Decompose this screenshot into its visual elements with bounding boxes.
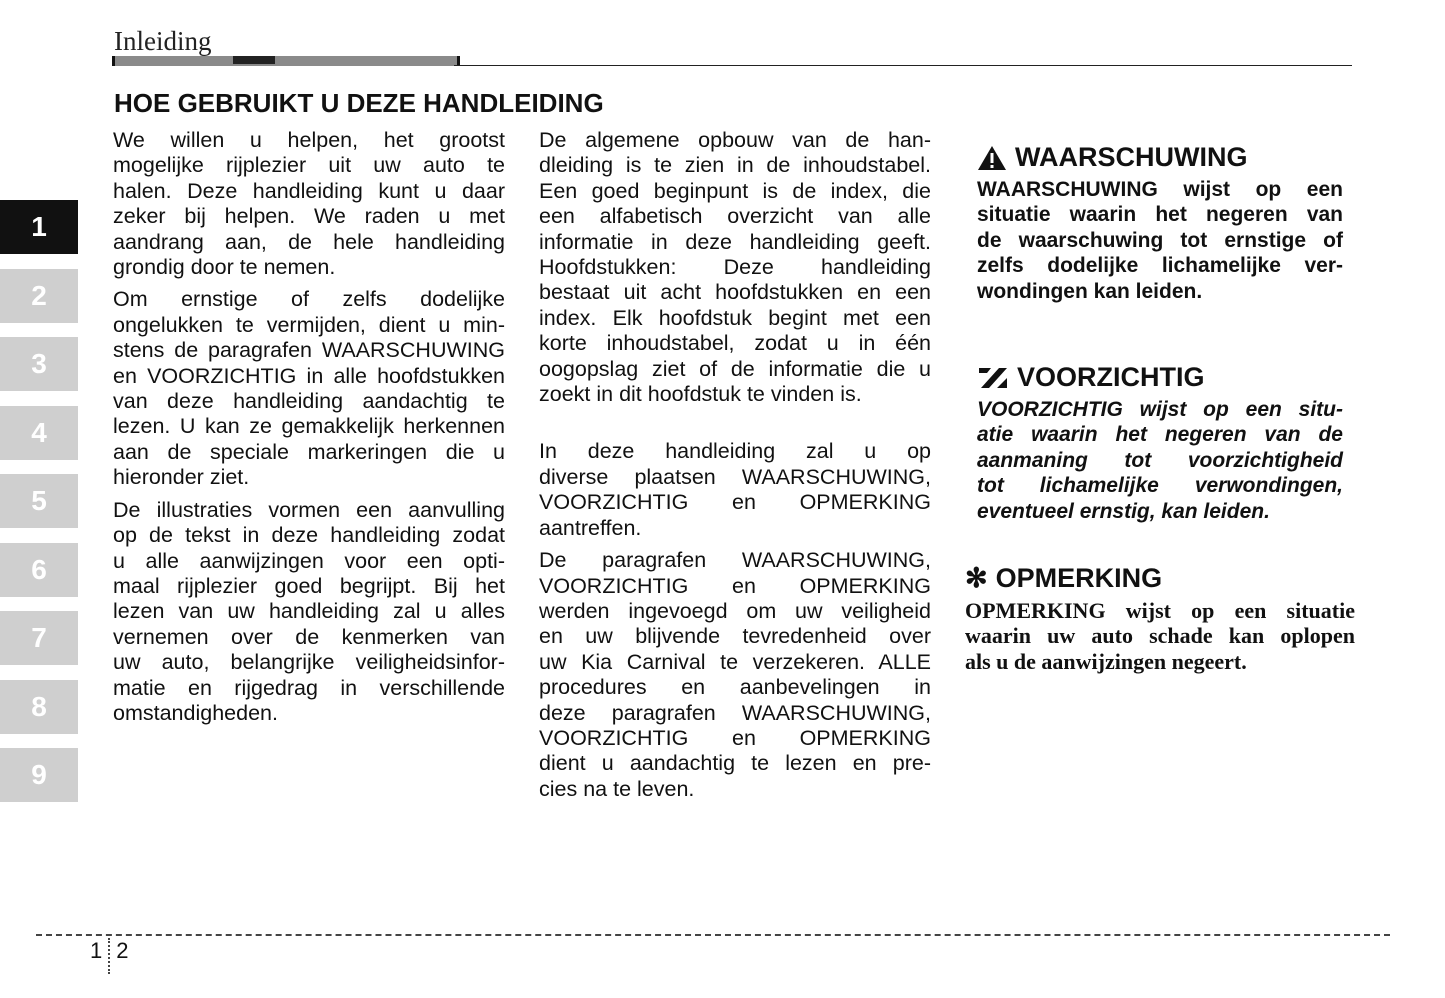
note-line: aanmaning tot voorzichtigheid: [977, 448, 1343, 472]
text-line: stens de paragrafen WAARSCHUWING: [113, 338, 505, 363]
text-line: cies na te leven.: [539, 776, 695, 801]
caution-icon: [977, 366, 1009, 390]
text-line: Een goed beginpunt is de index, die: [539, 178, 931, 203]
note-note: [965, 563, 1355, 674]
text-line: bestaat uit acht hoofdstukken en een: [539, 280, 931, 305]
text-line: hieronder ziet.: [113, 465, 250, 490]
chapter-tab-3[interactable]: 3: [0, 337, 78, 391]
text-line: aantreffen.: [539, 515, 642, 540]
text-line: halen. Deze handleiding kunt u daar: [113, 178, 505, 203]
paragraph: [113, 287, 505, 490]
paragraph: [113, 128, 505, 280]
note-line: WAARSCHUWING wijst op een: [977, 178, 1343, 201]
note-line: de waarschuwing tot ernstige of: [977, 228, 1343, 252]
text-line: VOORZICHTIG en OPMERKING: [539, 573, 931, 598]
text-line: u alle aanwijzingen voor een opti-: [113, 548, 505, 573]
text-line: op de tekst in deze handleiding zodat: [113, 523, 505, 548]
warning-triangle-icon: [977, 145, 1007, 171]
section-header: Inleiding: [114, 26, 212, 56]
note-line: atie waarin het negeren van de: [977, 423, 1343, 447]
note-line: OPMERKING wijst op een situatie: [965, 598, 1355, 623]
text-line: Hoofdstukken: Deze handleiding: [539, 255, 931, 280]
note-line: zelfs dodelijke lichamelijke ver-: [977, 254, 1343, 278]
text-line: De algemene opbouw van de han-: [539, 128, 931, 152]
page-index: 2: [116, 938, 129, 963]
text-line: oogopslag ziet of de informatie die u: [539, 356, 931, 381]
text-line: aandrang aan, de hele handleiding: [113, 229, 505, 254]
text-line: VOORZICHTIG en OPMERKING: [539, 725, 931, 750]
text-line: procedures en aanbevelingen in: [539, 675, 931, 700]
text-line: Om ernstige of zelfs dodelijke: [113, 287, 505, 312]
text-line: deze paragrafen WAARSCHUWING,: [539, 700, 931, 725]
text-line: zoekt in dit hoofdstuk te vinden is.: [539, 382, 862, 407]
caution-note: [977, 362, 1343, 524]
text-line: dient u aandachtig te lezen en pre-: [539, 751, 931, 776]
text-line: van deze handleiding aandachtig te: [113, 389, 505, 414]
text-line: informatie in deze handleiding geeft.: [539, 229, 931, 254]
text-line: uw Kia Carnival te verzekeren. ALLE: [539, 649, 931, 674]
note-line: VOORZICHTIG wijst op een situ-: [977, 398, 1343, 421]
chapter-tab-9[interactable]: 9: [0, 748, 78, 802]
footer-rule: [36, 934, 1390, 936]
paragraph: [539, 439, 931, 541]
header-rule: [454, 65, 1352, 66]
text-line: ongelukken te vermijden, dient u min-: [113, 312, 505, 337]
chapter-number: 1: [90, 938, 103, 963]
text-line: zeker bij helpen. We raden u met: [113, 204, 505, 229]
note-line: waarin uw auto schade kan oplopen: [965, 623, 1355, 649]
note-line: als u de aanwijzingen negeert.: [965, 648, 1247, 674]
text-line: maal rijplezier goed begrijpt. Bij het: [113, 573, 505, 598]
note-title: OPMERKING: [995, 563, 1163, 593]
text-line: omstandigheden.: [113, 700, 278, 725]
text-line: mogelijke rijplezier uit uw auto te: [113, 153, 505, 178]
caution-title: VOORZICHTIG: [1017, 362, 1205, 392]
paragraph: [539, 548, 931, 802]
text-line: matie en rijgedrag in verschillende: [113, 675, 505, 700]
note-line: eventueel ernstig, kan leiden.: [977, 499, 1270, 523]
chapter-tab-5[interactable]: 5: [0, 474, 78, 528]
note-line: wondingen kan leiden.: [977, 279, 1203, 303]
text-line: index. Elk hoofdstuk begint met een: [539, 305, 931, 330]
page-number: [90, 938, 129, 974]
chapter-tab-4[interactable]: 4: [0, 406, 78, 460]
text-line: De paragrafen WAARSCHUWING,: [539, 548, 931, 573]
chapter-tab-8[interactable]: 8: [0, 680, 78, 734]
text-line: en VOORZICHTIG in alle hoofdstukken: [113, 363, 505, 388]
chapter-tab-6[interactable]: 6: [0, 543, 78, 597]
text-line: In deze handleiding zal u op: [539, 439, 931, 464]
text-line: korte inhoudstabel, zodat u in één: [539, 331, 931, 356]
page-title: HOE GEBRUIKT U DEZE HANDLEIDING: [114, 88, 604, 118]
text-line: aan de speciale markeringen die u: [113, 439, 505, 464]
chapter-tab-1[interactable]: 1: [0, 200, 78, 254]
chapter-tab-7[interactable]: 7: [0, 611, 78, 665]
asterisk-icon: ✻: [965, 563, 988, 593]
text-line: uw auto, belangrijke veiligheidsinfor-: [113, 650, 505, 675]
text-line: en uw blijvende tevredenheid over: [539, 624, 931, 649]
header-bar: [112, 56, 460, 66]
text-line: dleiding is te zien in de inhoudstabel.: [539, 153, 931, 178]
text-line: De illustraties vormen een aanvulling: [113, 497, 505, 522]
text-line: diverse plaatsen WAARSCHUWING,: [539, 464, 931, 489]
text-line: vernemen over de kenmerken van: [113, 624, 505, 649]
paragraph: [113, 498, 505, 727]
text-line: We willen u helpen, het grootst: [113, 128, 505, 152]
column-1: [113, 128, 505, 733]
column-2: [539, 128, 931, 809]
note-line: situatie waarin het negeren van: [977, 203, 1343, 227]
text-line: grondig door te nemen.: [113, 255, 336, 280]
text-line: VOORZICHTIG en OPMERKING: [539, 490, 931, 515]
warning-note: [977, 142, 1343, 304]
text-line: lezen. U kan ze gemakkelijk herkennen: [113, 414, 505, 439]
paragraph: [539, 128, 931, 407]
text-line: een alfabetisch overzicht van alle: [539, 204, 931, 229]
text-line: lezen van uw handleiding zal u alles: [113, 599, 505, 624]
note-line: tot lichamelijke verwondingen,: [977, 474, 1343, 498]
chapter-tab-2[interactable]: 2: [0, 269, 78, 323]
warning-title: WAARSCHUWING: [1015, 142, 1248, 172]
text-line: werden ingevoegd om uw veiligheid: [539, 598, 931, 623]
